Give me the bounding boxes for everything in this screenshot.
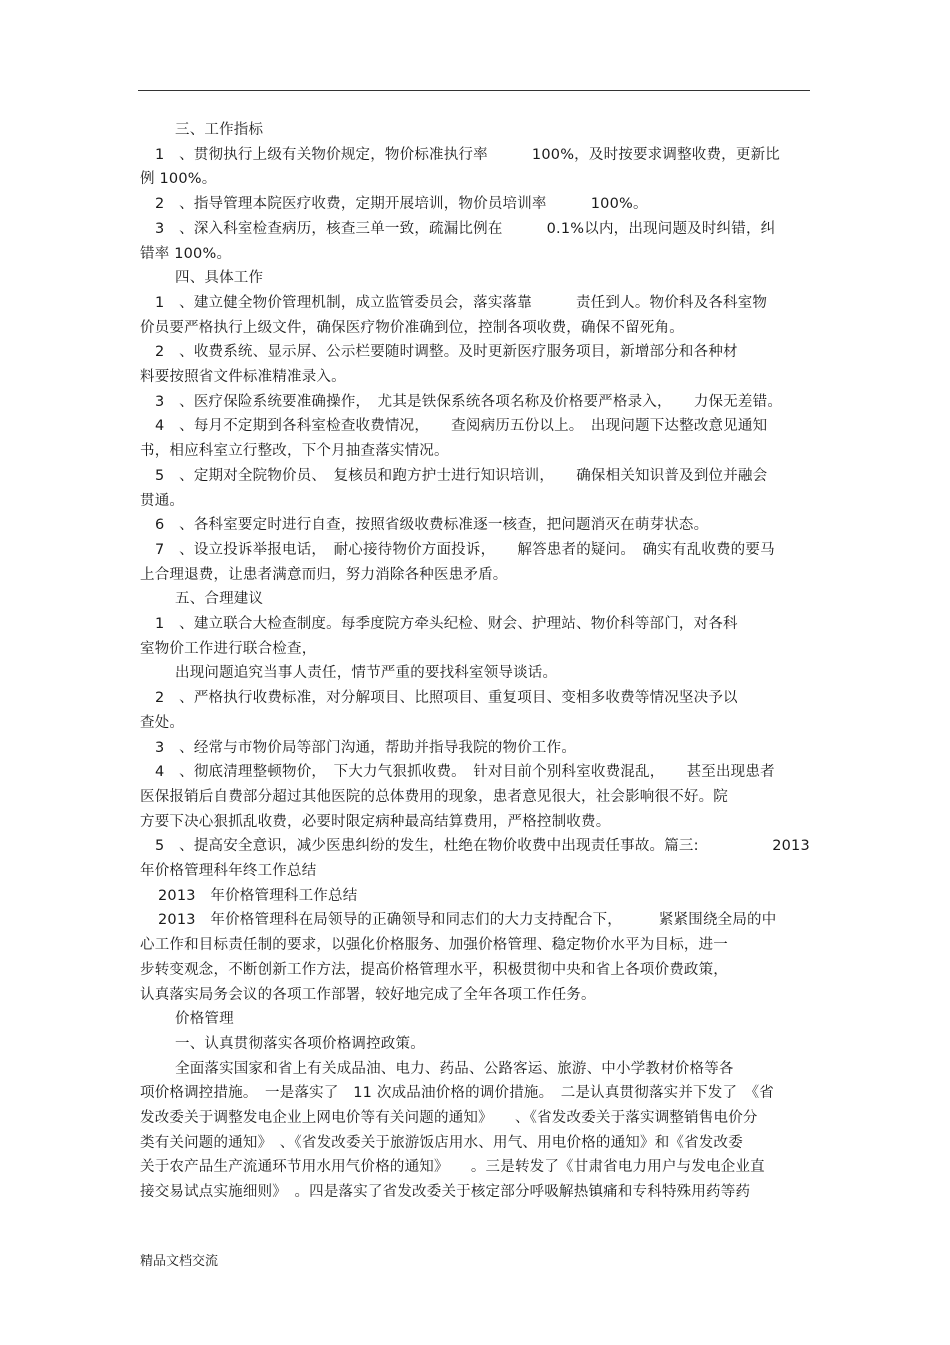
text-line: 医保报销后自费部分超过其他医院的总体费用的现象，患者意见很大，社会影响很不好。院 bbox=[140, 789, 728, 805]
text-line: 2 、指导管理本院医疗收费，定期开展培训，物价员培训率 100%。 bbox=[155, 196, 648, 212]
text-line: 4 、每月不定期到各科室检查收费情况， 查阅病历五份以上。 出现问题下达整改意见通知 bbox=[155, 418, 768, 434]
text-line: 五、合理建议 bbox=[175, 591, 264, 607]
text-line: 3 、经常与市物价局等部门沟通，帮助并指导我院的物价工作。 bbox=[155, 740, 577, 756]
text-line: 1 、贯彻执行上级有关物价规定，物价标准执行率 100%，及时按要求调整收费，更新比 bbox=[155, 147, 780, 163]
text-line: 四、具体工作 bbox=[175, 270, 264, 286]
text-line: 价格管理 bbox=[175, 1011, 234, 1027]
header-rule bbox=[138, 90, 810, 91]
text-line: 类有关问题的通知》 、《省发改委关于旅游饭店用水、用气、用电价格的通知》和《省发改委 bbox=[140, 1135, 743, 1151]
text-line: 5 、定期对全院物价员、 复核员和跑方护士进行知识培训， 确保相关知识普及到位并融会 bbox=[155, 468, 768, 484]
text-line: 贯通。 bbox=[140, 493, 185, 509]
text-line: 上合理退费，让患者满意而归，努力消除各种医患矛盾。 bbox=[140, 567, 508, 583]
text-line: 7 、设立投诉举报电话， 耐心接待物价方面投诉， 解答患者的疑问。 确实有乱收费的要马 bbox=[155, 542, 775, 558]
text-line: 2013 年价格管理科在局领导的正确领导和同志们的大力支持配合下， 紧紧围绕全局的中 bbox=[158, 912, 777, 928]
text-line: 1 、建立联合大检查制度。每季度院方牵头纪检、财会、护理站、物价科等部门，对各科 bbox=[155, 616, 738, 632]
text-line: 书，相应科室立行整改，下个月抽查落实情况。 bbox=[140, 443, 449, 459]
text-line: 3 、医疗保险系统要准确操作， 尤其是铁保系统各项名称及价格要严格录入， 力保无差错。 bbox=[155, 394, 783, 410]
text-line: 5 、提高安全意识，减少医患纠纷的发生，杜绝在物价收费中出现责任事故。篇三: 2013 bbox=[155, 838, 810, 854]
text-line: 三、工作指标 bbox=[175, 122, 264, 138]
text-line: 室物价工作进行联合检查， bbox=[140, 641, 317, 657]
text-line: 年价格管理科年终工作总结 bbox=[140, 863, 317, 879]
text-line: 心工作和目标责任制的要求，以强化价格服务、加强价格管理、稳定物价水平为目标，进一 bbox=[140, 937, 728, 953]
text-line: 料要按照省文件标准精准录入。 bbox=[140, 369, 346, 385]
text-line: 2013 年价格管理科工作总结 bbox=[158, 888, 358, 904]
text-line: 查处。 bbox=[140, 715, 185, 731]
text-line: 方要下决心狠抓乱收费，必要时限定病种最高结算费用，严格控制收费。 bbox=[140, 814, 611, 830]
text-line: 认真落实局务会议的各项工作部署，较好地完成了全年各项工作任务。 bbox=[140, 987, 596, 1003]
text-line: 2 、收费系统、显示屏、公示栏要随时调整。及时更新医疗服务项目，新增部分和各种材 bbox=[155, 344, 738, 360]
text-line: 6 、各科室要定时进行自查，按照省级收费标准逐一核查，把问题消灭在萌芽状态。 bbox=[155, 517, 709, 533]
text-line: 3 、深入科室检查病历，核查三单一致，疏漏比例在 0.1%以内，出现问题及时纠错，纠 bbox=[155, 221, 776, 237]
text-line: 关于农产品生产流通环节用水用气价格的通知》 。三是转发了《甘肃省电力用户与发电企业直 bbox=[140, 1159, 765, 1175]
text-line: 1 、建立健全物价管理机制，成立监管委员会，落实落靠 责任到人。物价科及各科室物 bbox=[155, 295, 768, 311]
text-line: 项价格调控措施。 一是落实了 11 次成品油价格的调价措施。 二是认真贯彻落实并下发了 《省 bbox=[140, 1085, 775, 1101]
text-line: 全面落实国家和省上有关成品油、电力、药品、公路客运、旅游、中小学教材价格等各 bbox=[175, 1061, 734, 1077]
text-line: 步转变观念，不断创新工作方法，提高价格管理水平，积极贯彻中央和省上各项价费政策， bbox=[140, 962, 728, 978]
text-line: 价员要严格执行上级文件，确保医疗物价准确到位，控制各项收费，确保不留死角。 bbox=[140, 320, 684, 336]
text-line: 接交易试点实施细则》 。四是落实了省发改委关于核定部分呼吸解热镇痛和专科特殊用药等药 bbox=[140, 1184, 751, 1200]
text-line: 错率 100%。 bbox=[140, 246, 232, 262]
text-line: 发改委关于调整发电企业上网电价等有关问题的通知》 、《省发改委关于落实调整销售电价分 bbox=[140, 1110, 758, 1126]
footer-text: 精品文档交流 bbox=[140, 1254, 219, 1269]
text-line: 4 、彻底清理整顿物价， 下大力气狠抓收费。 针对目前个别科室收费混乱， 甚至出现患者 bbox=[155, 764, 775, 780]
text-line: 一、认真贯彻落实各项价格调控政策。 bbox=[175, 1036, 425, 1052]
text-line: 2 、严格执行收费标准，对分解项目、比照项目、重复项目、变相多收费等情况坚决予以 bbox=[155, 690, 738, 706]
text-line: 例 100%。 bbox=[140, 171, 217, 187]
text-line: 出现问题追究当事人责任，情节严重的要找科室领导谈话。 bbox=[175, 665, 558, 681]
